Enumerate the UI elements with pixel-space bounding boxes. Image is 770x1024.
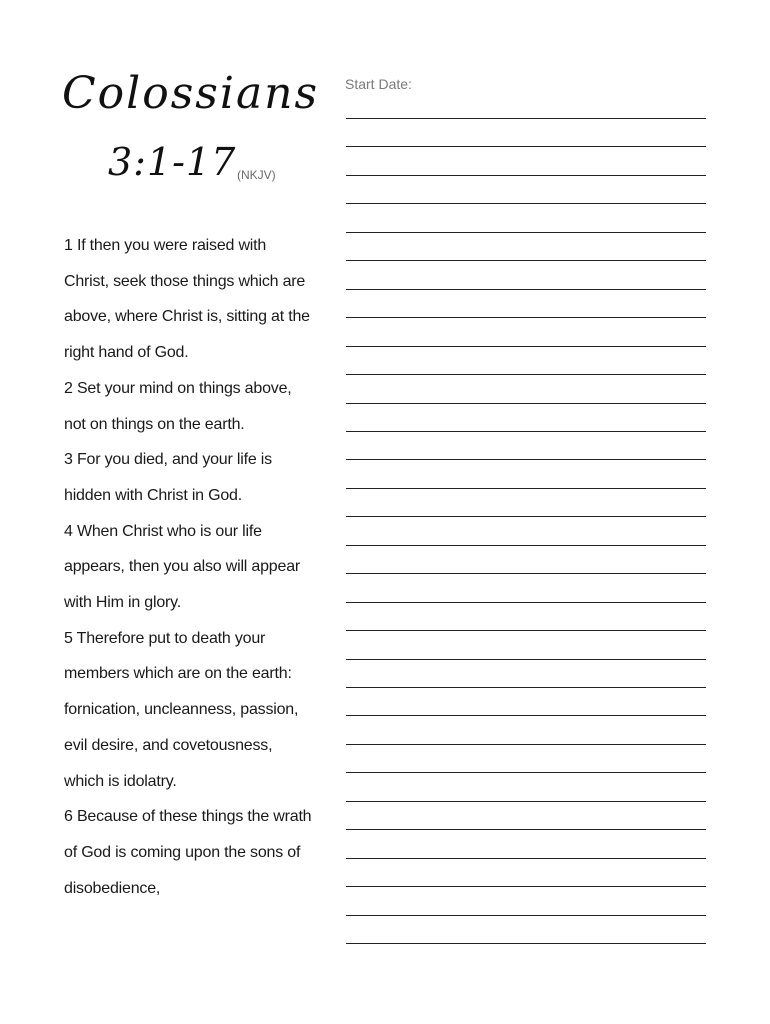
writing-line [346, 630, 706, 631]
verse-line: hidden with Christ in God. [64, 486, 243, 504]
writing-line [346, 175, 706, 176]
writing-line [346, 573, 706, 574]
writing-line [346, 374, 706, 375]
writing-line [346, 516, 706, 517]
verse-line: with Him in glory. [64, 594, 182, 612]
verse-line: evil desire, and covetousness, [64, 736, 273, 754]
writing-line [346, 829, 706, 830]
writing-line [346, 146, 706, 147]
writing-line [346, 545, 706, 546]
verse-line: members which are on the earth: [64, 665, 292, 683]
writing-line [346, 317, 706, 318]
verse-line: disobedience, [64, 879, 161, 897]
writing-line [346, 659, 706, 660]
start-date-label: Start Date: [345, 76, 412, 92]
verse-line: 1 If then you were raised with [64, 237, 267, 254]
writing-line [346, 459, 706, 460]
writing-line [346, 346, 706, 347]
writing-line [346, 403, 706, 404]
verse-line: Christ, seek those things which are [64, 272, 306, 290]
writing-line [346, 488, 706, 489]
writing-line [346, 744, 706, 745]
writing-line [346, 801, 706, 802]
verse-line: which is idolatry. [64, 772, 177, 790]
writing-line [346, 260, 706, 261]
page-title-book: Colossians [62, 68, 320, 119]
verse-line: 4 When Christ who is our life [64, 522, 262, 540]
bible-version-label: (NKJV) [237, 168, 276, 182]
writing-line [346, 602, 706, 603]
verse-line: 5 Therefore put to death your [64, 629, 266, 647]
writing-line [346, 687, 706, 688]
writing-line [346, 203, 706, 204]
writing-line [346, 858, 706, 859]
verse-line: 3 For you died, and your life is [64, 451, 272, 469]
writing-line [346, 915, 706, 916]
writing-line [346, 715, 706, 716]
page-title-reference: 3:1-17 [108, 140, 237, 184]
verse-line: of God is coming upon the sons of [64, 843, 301, 861]
verse-line: 6 Because of these things the wrath [64, 808, 312, 826]
verse-line: above, where Christ is, sitting at the [64, 308, 310, 326]
writing-line [346, 772, 706, 773]
verse-line: not on things on the earth. [64, 415, 245, 433]
writing-line [346, 886, 706, 887]
writing-line [346, 289, 706, 290]
verse-line: fornication, uncleanness, passion, [64, 701, 299, 719]
writing-line [346, 431, 706, 432]
verse-line: right hand of God. [64, 344, 189, 362]
writing-line [346, 118, 706, 119]
scripture-text [64, 228, 334, 906]
verse-line: 2 Set your mind on things above, [64, 379, 292, 397]
writing-line [346, 943, 706, 944]
verse-line: appears, then you also will appear [64, 558, 301, 576]
writing-line [346, 232, 706, 233]
